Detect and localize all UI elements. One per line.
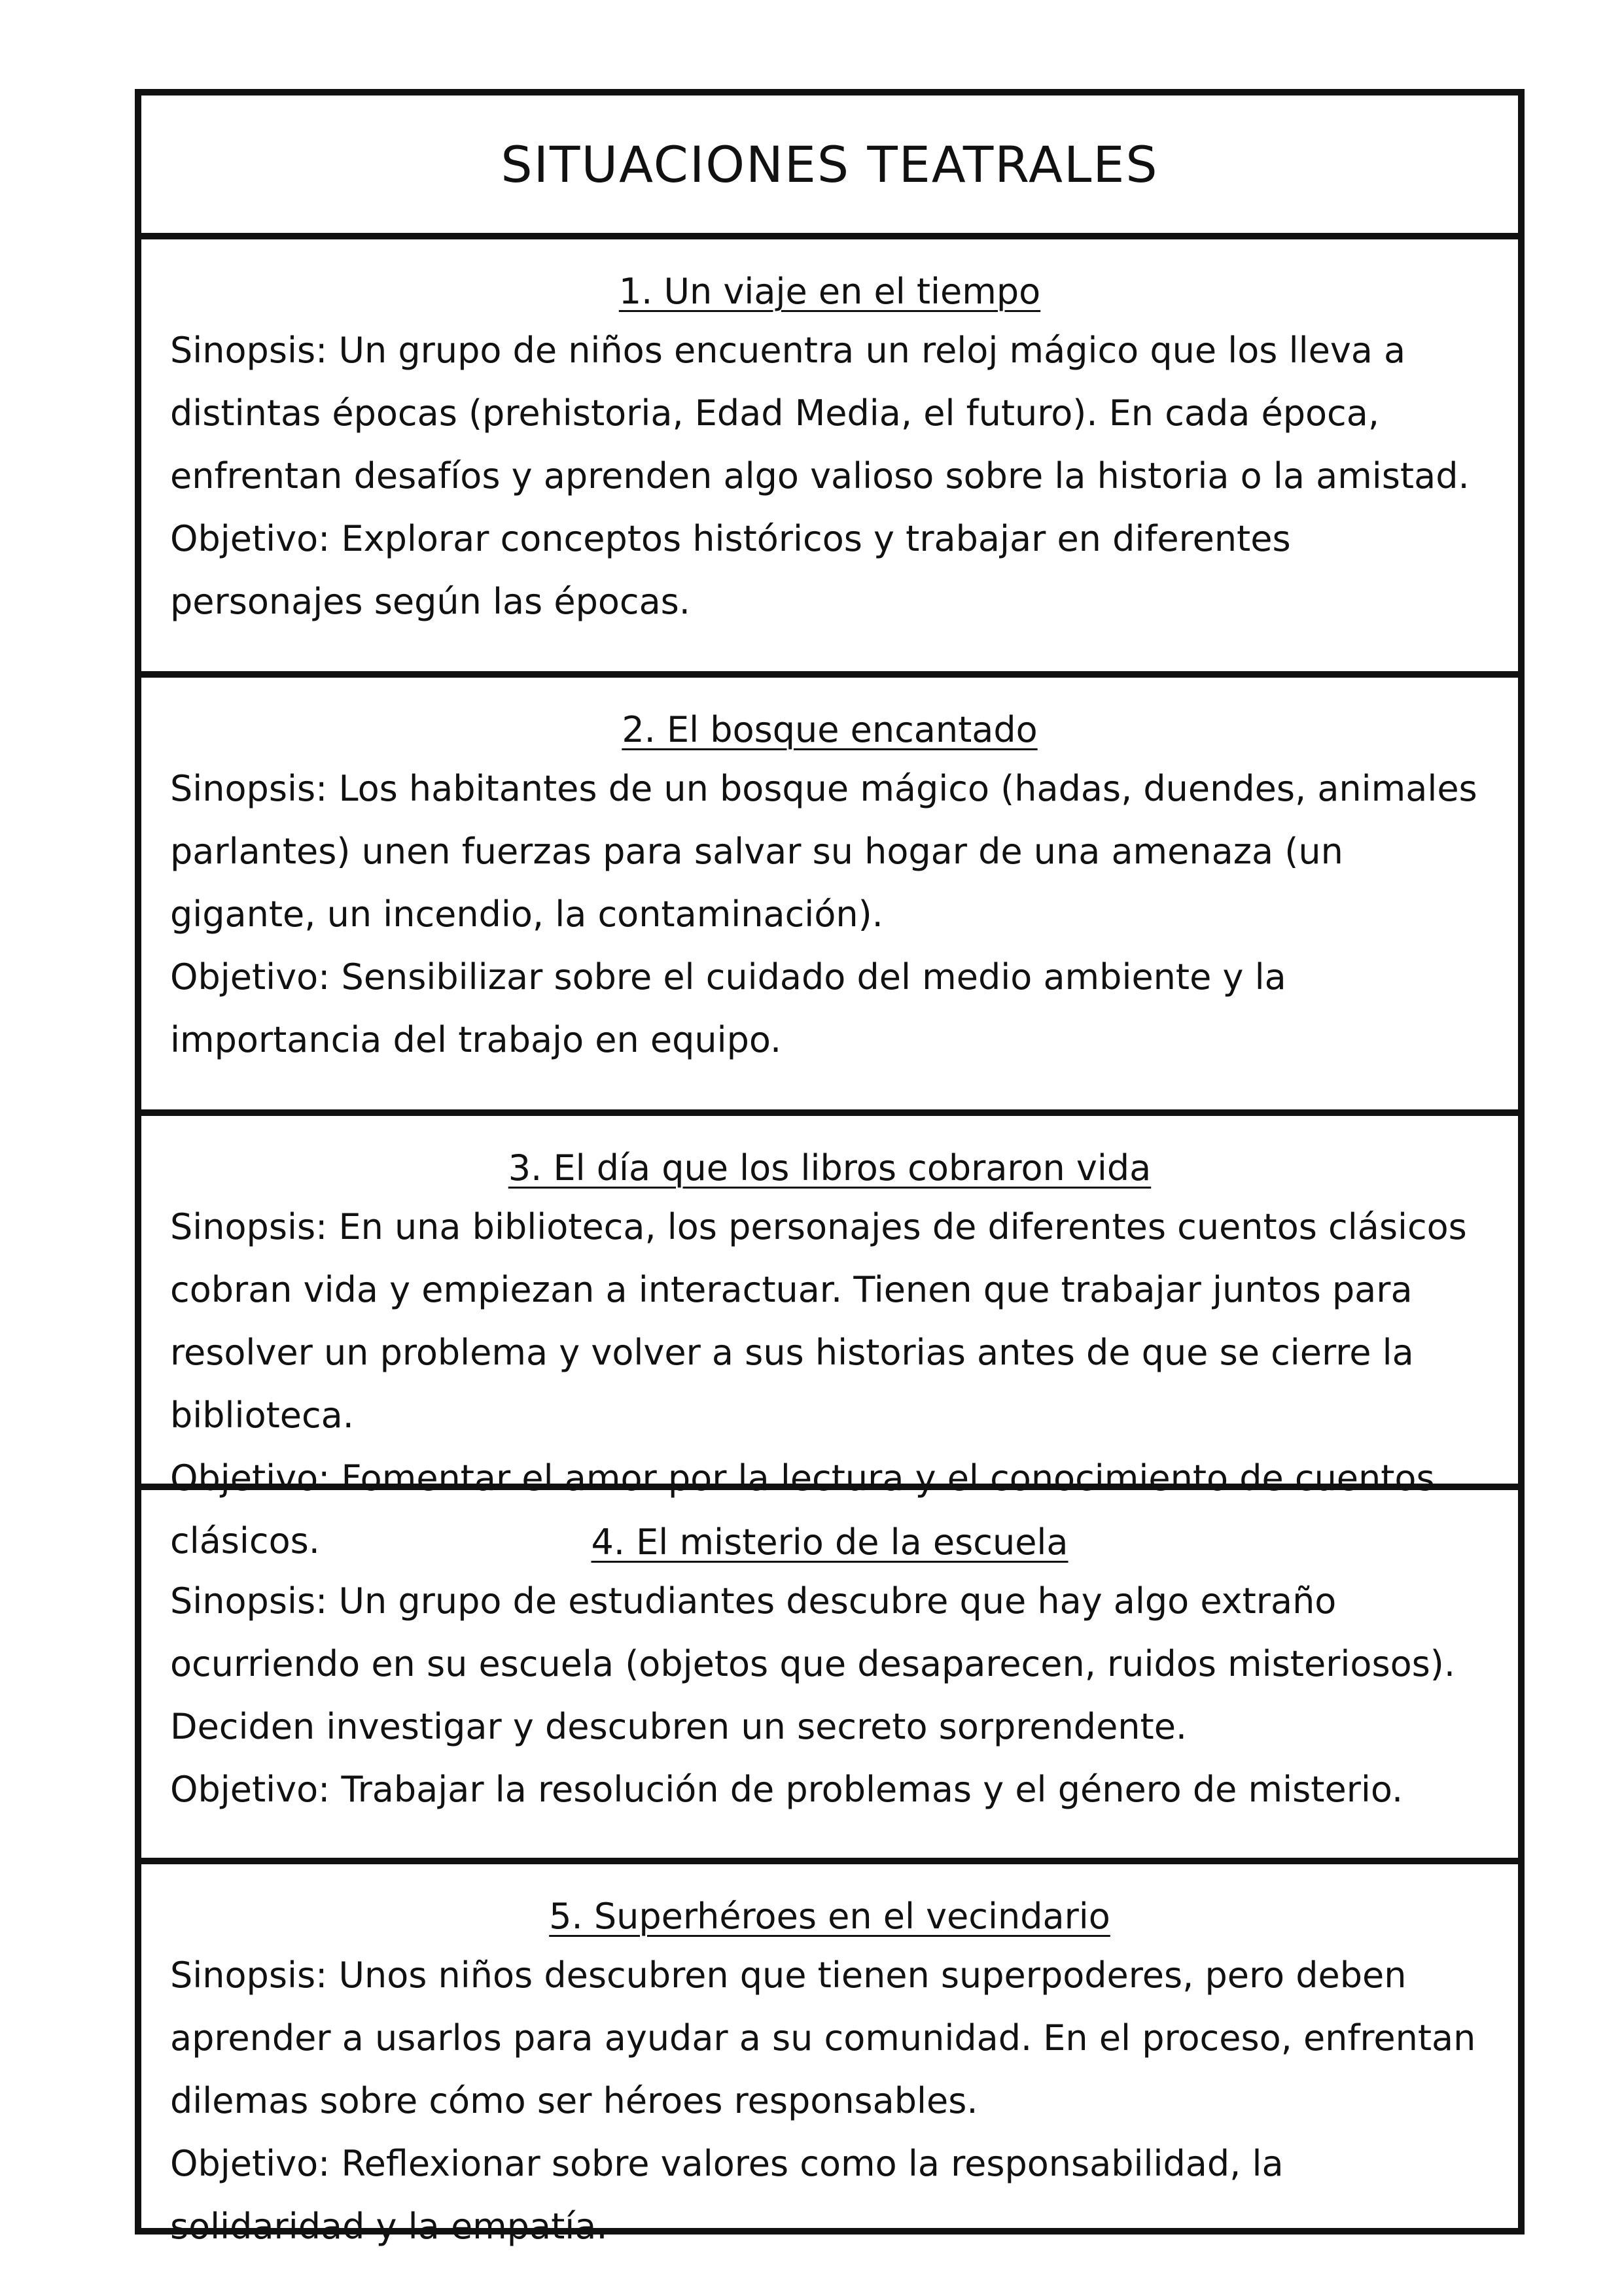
- page-title: SITUACIONES TEATRALES: [501, 135, 1159, 194]
- situation-card-4: [141, 1490, 1518, 1864]
- situation-heading-1: 1. Un viaje en el tiempo: [618, 271, 1041, 312]
- situation-objective-3: Objetivo: Fomentar el amor por la lectura y el conocimiento de cuentos clásicos.: [170, 1457, 1435, 1561]
- situation-synopsis-1: Sinopsis: Un grupo de niños encuentra un reloj mágico que los lleva a distintas épocas (prehistoria, Edad Media, el futuro). En cada época, enfrentan desafíos y aprenden algo valioso sobre la historia o la amistad.: [170, 330, 1470, 496]
- situation-objective-2: Objetivo: Sensibilizar sobre el cuidado del medio ambiente y la importancia del trabajo en equipo.: [170, 956, 1286, 1060]
- situation-heading-3: 3. El día que los libros cobraron vida: [508, 1147, 1152, 1189]
- situation-heading-4: 4. El misterio de la escuela: [591, 1522, 1068, 1563]
- situation-synopsis-2: Sinopsis: Los habitantes de un bosque mágico (hadas, duendes, animales parlantes) unen fuerzas para salvar su hogar de una amenaza (un gigante, un incendio, la contaminación).: [170, 768, 1477, 935]
- situation-card-5: [141, 1864, 1518, 2247]
- situation-objective-1: Objetivo: Explorar conceptos históricos y trabajar en diferentes personajes según las épocas.: [170, 518, 1291, 622]
- situation-heading-5: 5. Superhéroes en el vecindario: [549, 1896, 1110, 1937]
- situation-card-2: [141, 678, 1518, 1116]
- title-cell: [141, 96, 1518, 239]
- situation-objective-4: Objetivo: Trabajar la resolución de problemas y el género de misterio.: [170, 1769, 1403, 1810]
- worksheet-table: [135, 89, 1525, 2247]
- situation-heading-2: 2. El bosque encantado: [622, 709, 1038, 750]
- situation-synopsis-5: Sinopsis: Unos niños descubren que tienen superpoderes, pero deben aprender a usarlos para ayudar a su comunidad. En el proceso, enfrentan dilemas sobre cómo ser héroes responsables.: [170, 1955, 1476, 2121]
- situation-synopsis-4: Sinopsis: Un grupo de estudiantes descubre que hay algo extraño ocurriendo en su escuela (objetos que desaparecen, ruidos misteriosos). Deciden investigar y descubren un secreto sorprendente.: [170, 1580, 1455, 1747]
- situation-objective-5: Objetivo: Reflexionar sobre valores como la responsabilidad, la solidaridad y la empatía.: [170, 2143, 1284, 2247]
- situation-card-1: [141, 239, 1518, 678]
- situation-synopsis-3: Sinopsis: En una biblioteca, los personajes de diferentes cuentos clásicos cobran vida y empiezan a interactuar. Tienen que trabajar juntos para resolver un problema y volver a sus historias antes de que se cierre la biblioteca.: [170, 1206, 1467, 1436]
